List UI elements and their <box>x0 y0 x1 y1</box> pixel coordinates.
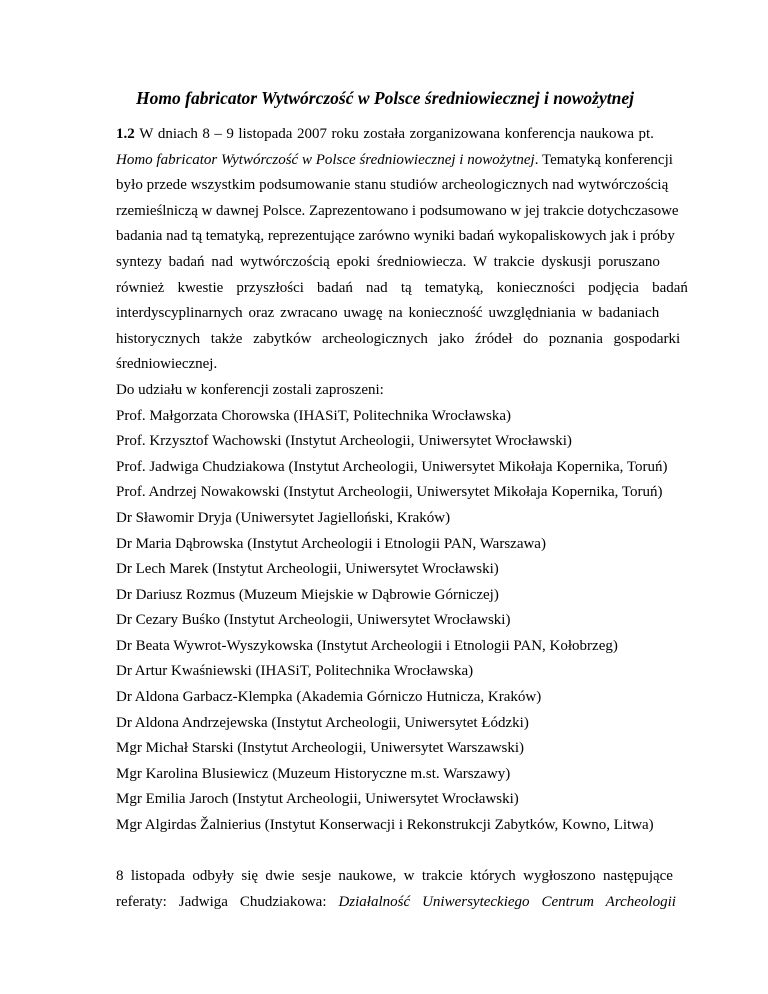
word: 8 <box>202 126 210 142</box>
word: listopada <box>238 126 293 142</box>
participant-item: Dr Dariusz Rozmus (Muzeum Miejskie w Dąbrowie Górniczej) <box>116 586 499 603</box>
intro-line: interdyscyplinarnych oraz zwracano uwagę na konieczność uwzględniania w badaniach <box>116 305 660 322</box>
participant-item: Dr Sławomir Dryja (Uniwersytet Jagielloński, Kraków) <box>116 509 451 526</box>
intro-line: było przede wszystkim podsumowanie stanu studiów archeologicznych nad wytwórczością <box>116 177 669 194</box>
paragraph-gap <box>116 839 654 865</box>
intro-line: historycznych także zabytków archeologicznych jako źródeł do poznania gospodarki <box>116 330 681 347</box>
intro-line: również kwestie przyszłości badań nad tą tematyką, konieczności podjęcia badań <box>116 279 688 296</box>
intro-line-1 <box>116 122 654 148</box>
sessions-line-1: 8 listopada odbyły się dwie sesje naukowe, w trakcie których wygłoszono następujące <box>116 868 673 885</box>
participant-item: Dr Aldona Garbacz-Klempka (Akademia Górniczo Hutnicza, Kraków) <box>116 689 542 706</box>
conference-title-italic: Homo fabricator Wytwórczość w Polsce średniowiecznej i nowożytnej <box>116 151 535 168</box>
intro-line-2-rest: . Tematyką konferencji <box>534 151 673 168</box>
participant-item: Dr Aldona Andrzejewska (Instytut Archeologii, Uniwersytet Łódzki) <box>116 714 529 731</box>
talk-title-italic: Działalność Uniwersyteckiego Centrum Archeologii <box>338 893 676 910</box>
participant-item: Dr Beata Wywrot-Wyszykowska (Instytut Archeologii i Etnologii PAN, Kołobrzeg) <box>116 637 618 654</box>
word: – <box>214 126 222 142</box>
word: pt. <box>638 126 654 142</box>
word: 2007 <box>296 126 327 142</box>
participant-item: Prof. Małgorzata Chorowska (IHASiT, Politechnika Wrocławska) <box>116 407 511 424</box>
participant-list <box>116 404 668 839</box>
participant-item: Mgr Michał Starski (Instytut Archeologii, Uniwersytet Warszawski) <box>116 740 525 757</box>
participant-item: Mgr Algirdas Žalnierius (Instytut Konserwacji i Rekonstrukcji Zabytków, Kowno, Litwa) <box>116 817 654 834</box>
document-title: Homo fabricator Wytwórczość w Polsce średniowiecznej i nowożytnej <box>136 88 634 108</box>
participant-item: Prof. Andrzej Nowakowski (Instytut Archeologii, Uniwersytet Mikołaja Kopernika, Toruń) <box>116 484 663 501</box>
document-body <box>116 122 688 915</box>
word: konferencja <box>504 126 576 142</box>
intro-line: badania nad tą tematyką, reprezentujące zarówno wyniki badań wykopaliskowych jak i próby <box>116 228 675 245</box>
intro-line-2 <box>116 148 673 174</box>
participant-item: Dr Maria Dąbrowska (Instytut Archeologii i Etnologii PAN, Warszawa) <box>116 535 546 552</box>
intro-line: syntezy badań nad wytwórczością epoki średniowiecza. W trakcie dyskusji poruszano <box>116 253 660 270</box>
word: W <box>139 126 154 142</box>
intro-line: rzemieślniczą w dawnej Polsce. Zaprezentowano i podsumowano w jej trakcie dotychczasowe <box>116 202 679 219</box>
word: została <box>363 126 406 142</box>
participant-item: Dr Lech Marek (Instytut Archeologii, Uniwersytet Wrocławski) <box>116 561 499 578</box>
participant-item: Prof. Jadwiga Chudziakowa (Instytut Archeologii, Uniwersytet Mikołaja Kopernika, Toruń) <box>116 458 668 475</box>
word: naukowa <box>579 126 634 142</box>
invited-intro: Do udziału w konferencji zostali zaproszeni: <box>116 381 384 398</box>
section-number: 1.2 <box>116 126 135 142</box>
participant-item: Dr Cezary Buśko (Instytut Archeologii, Uniwersytet Wrocławski) <box>116 612 511 629</box>
participant-item: Dr Artur Kwaśniewski (IHASiT, Politechnika Wrocławska) <box>116 663 474 680</box>
word: roku <box>331 126 359 142</box>
word: zorganizowana <box>409 126 501 142</box>
sessions-line-2 <box>116 890 676 916</box>
sessions-line-2-prefix: referaty: Jadwiga Chudziakowa: <box>116 893 327 910</box>
word: 9 <box>226 126 234 142</box>
intro-last-line: średniowiecznej. <box>116 356 218 373</box>
participant-item: Mgr Karolina Blusiewicz (Muzeum Historyczne m.st. Warszawy) <box>116 765 511 782</box>
word: dniach <box>157 126 198 142</box>
participant-item: Prof. Krzysztof Wachowski (Instytut Archeologii, Uniwersytet Wrocławski) <box>116 433 572 450</box>
participant-item: Mgr Emilia Jaroch (Instytut Archeologii, Uniwersytet Wrocławski) <box>116 791 519 808</box>
